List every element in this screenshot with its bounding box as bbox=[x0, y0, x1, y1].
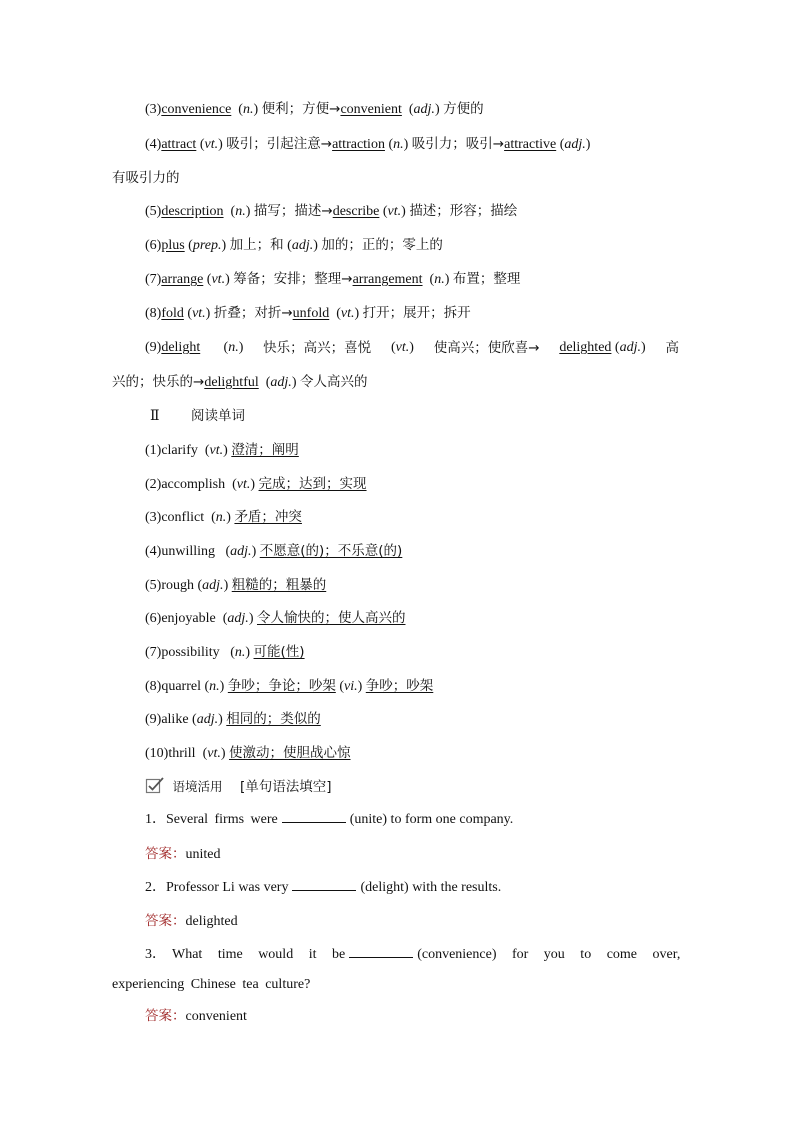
section-heading bbox=[150, 406, 245, 427]
vocab-item-4: (4)attract (vt.) 吸引；引起注意→attraction (n.) 吸引力；吸引→attractive (adj.) bbox=[145, 136, 591, 152]
answer-2: 答案：delighted bbox=[145, 913, 238, 929]
answer-blank bbox=[292, 878, 356, 891]
answer-3: 答案：convenient bbox=[145, 1008, 247, 1024]
reading-word-1: (1)clarify (vt.) 澄清；阐明 bbox=[145, 442, 299, 458]
reading-word-10: (10)thrill (vt.) 使激动；使胆战心惊 bbox=[145, 745, 351, 761]
vocab-item-3: (3)convenience (n.) 便利；方便→convenient (adj.) 方便的 bbox=[145, 101, 484, 117]
section-title: 阅读单词 bbox=[191, 408, 246, 424]
practice-heading: [单句语法填空] bbox=[240, 779, 332, 795]
practice-header bbox=[145, 776, 332, 801]
vocab-item-7: (7)arrange (vt.) 筹备；安排；整理→arrangement (n.) 布置；整理 bbox=[145, 271, 521, 287]
vocab-item-8: (8)fold (vt.) 折叠；对折→unfold (vt.) 打开；展开；拆开 bbox=[145, 305, 471, 321]
checkbox-pencil-icon bbox=[145, 776, 165, 801]
vocab-item-4-continued: 有吸引力的 bbox=[112, 170, 180, 186]
answer-1: 答案：united bbox=[145, 846, 221, 862]
vocab-item-9: (9)delight (n.) 快乐；高兴；喜悦 (vt.) 使高兴；使欣喜→ delighted (adj.) 高 bbox=[145, 340, 679, 356]
answer-blank bbox=[282, 810, 346, 823]
vocab-item-5: (5)description (n.) 描写；描述→describe (vt.) 描述；形容；描绘 bbox=[145, 203, 518, 219]
reading-word-9: (9)alike (adj.) 相同的；类似的 bbox=[145, 711, 321, 727]
reading-word-4: (4)unwilling (adj.) 不愿意(的)；不乐意(的) bbox=[145, 543, 403, 559]
vocab-item-6: (6)plus (prep.) 加上；和 (adj.) 加的；正的；零上的 bbox=[145, 237, 443, 253]
reading-word-7: (7)possibility (n.) 可能(性) bbox=[145, 644, 305, 660]
question-1: 1．Several firms were (unite) to form one company. bbox=[145, 812, 514, 827]
reading-word-6: (6)enjoyable (adj.) 令人愉快的；使人高兴的 bbox=[145, 610, 406, 626]
reading-word-8: (8)quarrel (n.) 争吵；争论；吵架 (vi.) 争吵；吵架 bbox=[145, 678, 434, 694]
question-2: 2．Professor Li was very (delight) with the results. bbox=[145, 880, 502, 895]
reading-word-3: (3)conflict (n.) 矛盾；冲突 bbox=[145, 509, 302, 525]
answer-blank bbox=[349, 945, 413, 958]
practice-tag: 语境活用 bbox=[172, 779, 223, 794]
reading-word-5: (5)rough (adj.) 粗糙的；粗暴的 bbox=[145, 577, 327, 593]
question-3-continued: experiencing Chinese tea culture? bbox=[112, 977, 311, 992]
section-numeral: Ⅱ bbox=[150, 409, 160, 424]
question-3: 3． What time would it be (convenience) for you to come over, bbox=[145, 947, 681, 962]
reading-word-2: (2)accomplish (vt.) 完成；达到；实现 bbox=[145, 476, 367, 492]
vocab-item-9-continued: 兴的；快乐的→delightful (adj.) 令人高兴的 bbox=[112, 374, 368, 390]
